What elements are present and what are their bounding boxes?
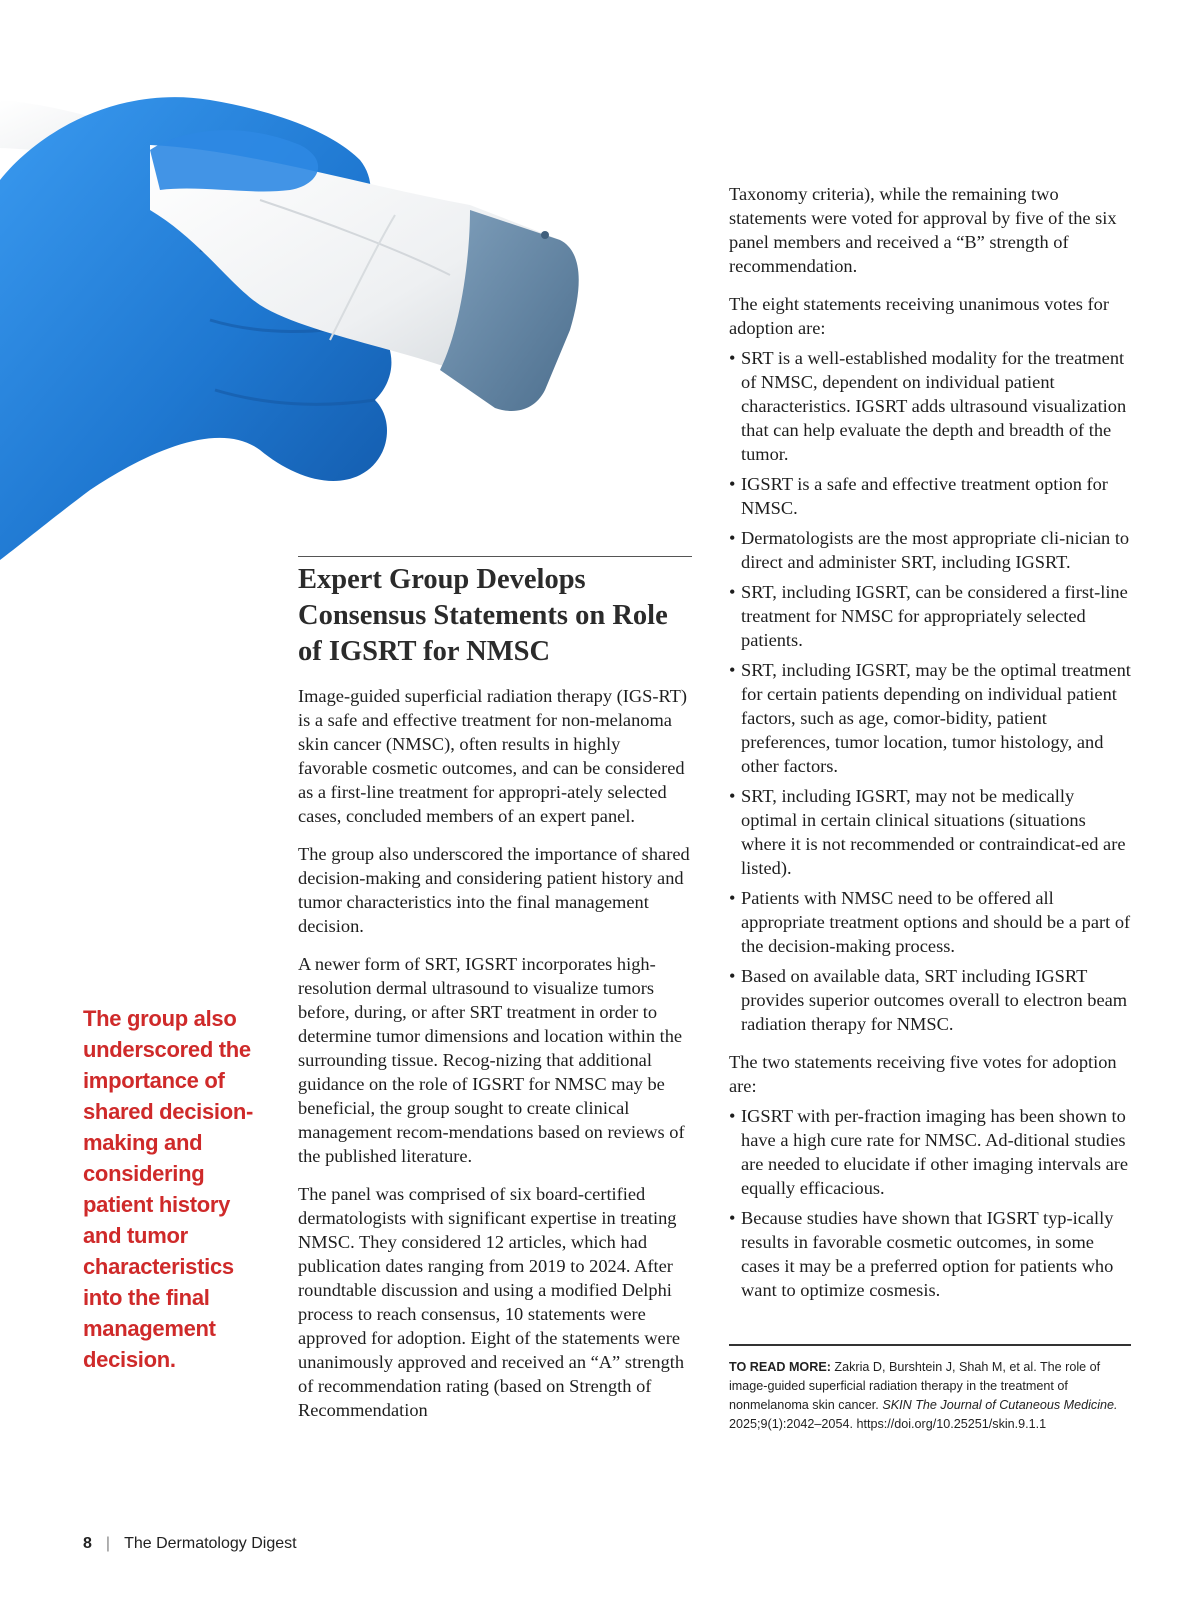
statement-list-item: • SRT, including IGSRT, may be the optimal treatment for certain patients depending on individual patient factors, such as age, comor-bidity, patient preferences, tumor location, tumor histology, and other factors. — [729, 658, 1131, 778]
statement-list-item: • SRT, including IGSRT, can be considered a first-line treatment for NMSC for appropriately selected patients. — [729, 580, 1131, 652]
statement-list-item: • Because studies have shown that IGSRT typ-ically results in favorable cosmetic outcomes, in some cases it may be a preferred option for patients who want to optimize cosmesis. — [729, 1206, 1131, 1302]
article-column-left — [298, 684, 692, 1436]
references-doi: 2025;9(1):2042–2054. https://doi.org/10.25251/skin.9.1.1 — [729, 1417, 1047, 1431]
statement-list-item: • Based on available data, SRT including IGSRT provides superior outcomes overall to electron beam radiation therapy for NMSC. — [729, 964, 1131, 1036]
references-rule — [729, 1344, 1131, 1346]
article-headline: Expert Group Develops Consensus Statements on Role of IGSRT for NMSC — [298, 564, 668, 667]
unanimous-statements-list — [729, 346, 1131, 1036]
references-journal: SKIN The Journal of Cutaneous Medicine. — [882, 1398, 1118, 1412]
gloved-hand-ultrasound-probe-photo — [0, 90, 690, 570]
body-paragraph: Taxonomy criteria), while the remaining two statements were voted for approval by five of the six panel members and received a “B” strength of recommendation. — [729, 184, 1117, 276]
statement-list-item: • SRT, including IGSRT, may not be medically optimal in certain clinical situations (situations where it is not recommended or contraindicat-ed are listed). — [729, 784, 1131, 880]
article-column-right — [729, 182, 1131, 1316]
statement-list-item: • Dermatologists are the most appropriate cli-nician to direct and administer SRT, including IGSRT. — [729, 526, 1131, 574]
references-citation: Zakria D, Burshtein J, Shah M, et al. The role of image-guided superficial radiation therapy in the treatment of nonmelanoma skin cancer. — [729, 1360, 1101, 1412]
footer-separator: | — [105, 1535, 111, 1552]
statement-list-item: • IGSRT with per-fraction imaging has been shown to have a high cure rate for NMSC. Ad-ditional studies are needed to elucidate if other imaging intervals are equally efficacious. — [729, 1104, 1131, 1200]
statement-list-item: • SRT is a well-established modality for the treatment of NMSC, dependent on individual patient characteristics. IGSRT adds ultrasound visualization that can help evaluate the depth and breadth of the tumor. — [729, 346, 1131, 466]
body-paragraph: The panel was comprised of six board-certified dermatologists with significant expertise in treating NMSC. They considered 12 articles, which had publication dates ranging from 2019 to 2024. After roundtable discussion and using a modified Delphi process to reach consensus, 10 statements were approved for adoption. Eight of the statements were unanimously approved and received an “A” strength of recommendation rating (based on Strength of Recommendation — [298, 1184, 685, 1420]
page-number: 8 — [83, 1535, 92, 1552]
article-top-rule — [298, 556, 692, 557]
body-paragraph: The group also underscored the importance of shared decision-making and considering patient history and tumor characteristics into the final management decision. — [298, 844, 690, 936]
five-vote-statements-intro: The two statements receiving five votes for adoption are: — [729, 1052, 1117, 1096]
references-block — [729, 1358, 1131, 1434]
statement-list-item: • IGSRT is a safe and effective treatment option for NMSC. — [729, 472, 1131, 520]
references-lead: TO READ MORE: — [729, 1360, 831, 1374]
body-paragraph: Image-guided superficial radiation therapy (IGS-RT) is a safe and effective treatment for non-melanoma skin cancer (NMSC), often results in highly favorable cosmetic outcomes, and can be considered as a first-line treatment for appropri-ately selected cases, concluded members of an expert panel. — [298, 686, 688, 826]
body-paragraph: A newer form of SRT, IGSRT incorporates high-resolution dermal ultrasound to visualize tumors before, during, or after SRT treatment in order to determine tumor dimensions and location within the surrounding tissue. Recog-nizing that additional guidance on the role of IGSRT for NMSC may be beneficial, the group sought to create clinical management recom-mendations based on reviews of the published literature. — [298, 954, 685, 1166]
unanimous-statements-intro: The eight statements receiving unanimous votes for adoption are: — [729, 294, 1109, 338]
publication-name: The Dermatology Digest — [124, 1535, 297, 1552]
pull-quote: The group also underscored the importance of shared decision-making and considering patient history and tumor characteristics into the final management decision. — [83, 1006, 254, 1372]
statement-list-item: • Patients with NMSC need to be offered all appropriate treatment options and should be a part of the decision-making process. — [729, 886, 1131, 958]
five-vote-statements-list — [729, 1104, 1131, 1302]
page-footer — [83, 1535, 297, 1553]
